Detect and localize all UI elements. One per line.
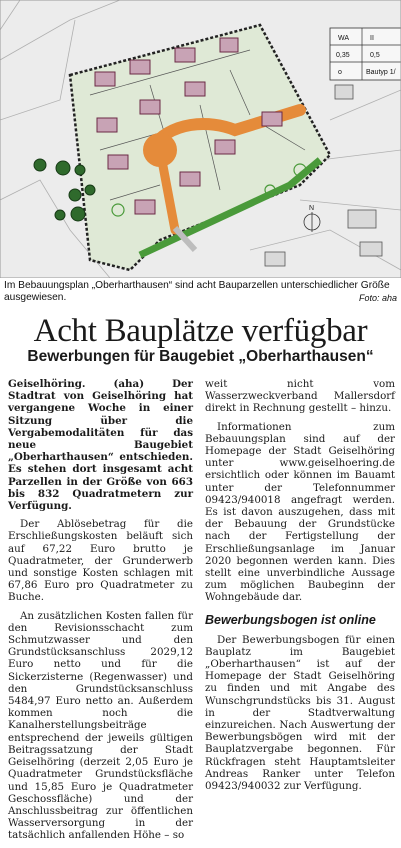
site-plan-drawing bbox=[0, 0, 401, 278]
table-header-1: WA bbox=[338, 35, 350, 42]
development-plan-photo bbox=[0, 0, 401, 278]
photo-caption bbox=[4, 280, 397, 304]
photo-credit: Foto: aha bbox=[358, 293, 397, 303]
article-column-right bbox=[205, 378, 395, 798]
subheadline: Bewerbungen für Baugebiet „Oberharthausen“ bbox=[27, 348, 374, 365]
body-paragraph: Der Bewerbungsbogen für einen Bauplatz im Baugebiet „Oberharthausen“ ist auf der Homepage der Stadt Geiselhöring zu finden und mit Angabe des Wunschgrundstücks bis 31. August in der Stadtverwaltung einzureichen. Nach Auswertung der Bewerbungsbögen wird mit der Bauplatzvergabe begonnen. Für Rückfragen steht Hauptamtsleiter Andreas Ranker unter Telefon 09423/940032 zur Verfügung. bbox=[205, 633, 395, 793]
north-label: N bbox=[309, 205, 315, 212]
table-cell: o bbox=[338, 69, 342, 76]
article-column-left bbox=[8, 378, 193, 848]
table-cell: Bautyp 1/ bbox=[366, 69, 396, 76]
caption-text: Im Bebauungsplan „Oberharthausen“ sind acht Bauparzellen unterschiedlicher Größe ausgewiesen. bbox=[4, 280, 390, 303]
body-paragraph: Der Ablösebetrag für die Erschließungskosten beläuft sich auf 67,22 Euro brutto je Quadratmeter, der Grunderwerb und sonstige Kosten schlagen mit 67,86 Euro pro Quadratmeter zu Buche. bbox=[8, 518, 193, 604]
headline: Acht Bauplätze verfügbar bbox=[33, 313, 368, 349]
lead-paragraph: Geiselhöring. (aha) Der Stadtrat von Geiselhöring hat vergangene Woche in einer Sitzung über die Vergabemodalitäten für das neue Baugebiet „Oberharthausen“ entschieden. Es stehen dort insgesamt acht Parzellen in der Größe von 663 bis 832 Quadratmetern zur Verfügung. bbox=[8, 378, 193, 513]
body-paragraph: An zusätzlichen Kosten fallen für den Revisionsschacht zum Schmutzwasser und den Grundstücksanschluss 2029,12 Euro netto und für die Sickerzisterne (Regenwasser) und den Grundstücksanschluss 5484,97 Euro netto an. Außerdem kommen noch die Kanalherstellungsbeiträge entsprechend der jeweils gültigen Beitragssatzung der Stadt Geiselhöring (derzeit 2,05 Euro je Quadratmeter Grundstücksfläche und 15,85 Euro je Quadratmeter Geschossfläche) und der Anschlussbeitrag zur öffentlichen Wasserversorgung in der tatsächlich anfallenden Höhe – so bbox=[8, 609, 193, 842]
body-paragraph: weit nicht vom Wasserzweckverband Mallersdorf direkt in Rechnung gestellt – hinzu. bbox=[205, 378, 395, 415]
table-cell: 0,5 bbox=[370, 52, 380, 59]
table-cell: 0,35 bbox=[336, 52, 350, 59]
table-header-2: II bbox=[370, 35, 374, 42]
section-heading: Bewerbungsbogen ist online bbox=[205, 612, 376, 627]
body-paragraph: Informationen zum Bebauungsplan sind auf der Homepage der Stadt Geiselhöring unter www.geiselhoering.de ersichtlich oder können im Bauamt unter der Telefonnummer 09423/940018 angefragt werden. Es ist davon auszugehen, dass mit der Bebauung der Grundstücke nach der Fertigstellung der Erschließungsanlage im Januar 2020 begonnen werden kann. Dies stellt eine unverbindliche Aussage zum möglichen Baubeginn der Wohngebäude dar. bbox=[205, 420, 395, 604]
zoning-table bbox=[330, 28, 401, 80]
